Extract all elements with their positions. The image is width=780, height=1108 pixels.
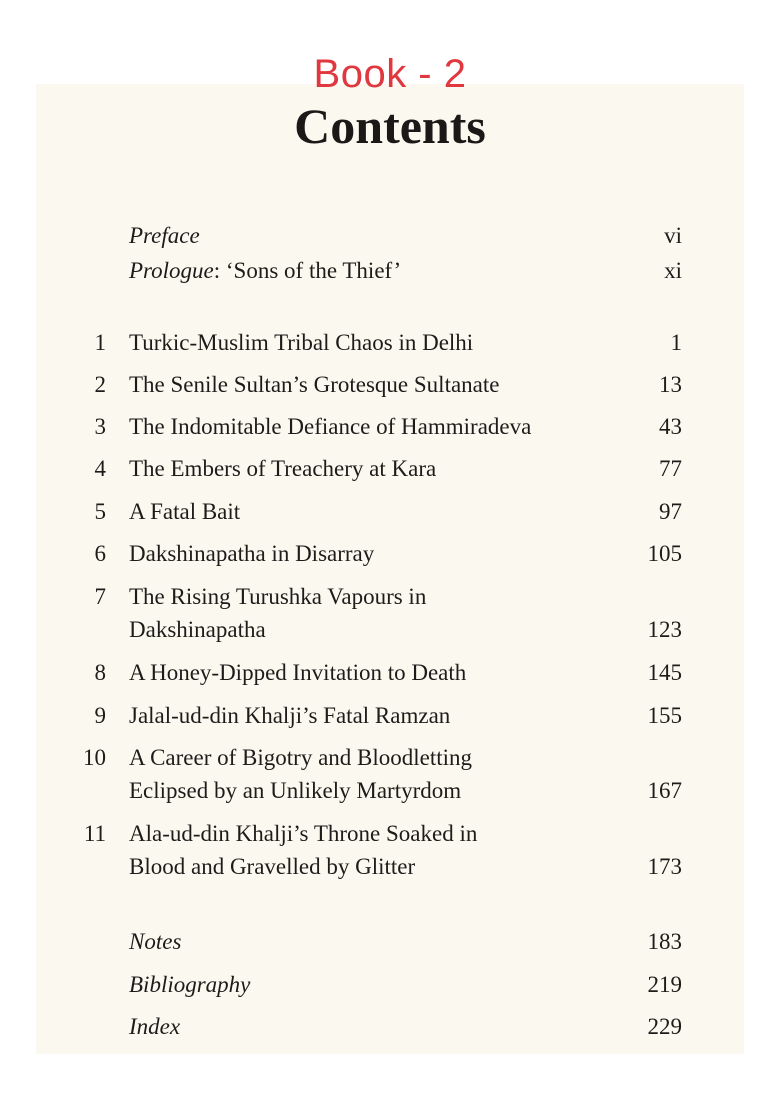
chapter-number: 8	[94, 660, 106, 685]
chapter-page: 1	[670, 330, 682, 355]
chapter-page: 105	[647, 541, 682, 566]
entry-page: 219	[647, 972, 682, 997]
chapter-title-line-1: Ala-ud-din Khalji’s Throne Soaked in	[129, 821, 478, 846]
chapter-page: 13	[659, 372, 682, 397]
chapter-page: 77	[659, 456, 682, 481]
chapter-title-line-2: Eclipsed by an Unlikely Martyrdom	[129, 778, 462, 803]
chapter-title: A Fatal Bait	[129, 499, 241, 524]
entry-page: 229	[647, 1014, 682, 1039]
entry-title: Bibliography	[129, 972, 251, 997]
chapter-page: 155	[647, 703, 682, 728]
page-title: Contents	[294, 98, 486, 154]
entry-title: Notes	[129, 929, 182, 954]
chapter-number: 5	[94, 499, 106, 524]
chapter-title-line-2: Blood and Gravelled by Glitter	[129, 854, 416, 879]
chapter-page: 173	[647, 854, 682, 879]
chapter-page: 43	[659, 414, 682, 439]
chapter-page: 97	[659, 499, 682, 524]
book-label: Book - 2	[313, 52, 467, 96]
chapter-title-line-1: The Rising Turushka Vapours in	[129, 584, 427, 609]
entry-page: 183	[647, 929, 682, 954]
chapter-title: A Honey-Dipped Invitation to Death	[129, 660, 467, 685]
entry-title-italic: Prologue	[129, 258, 214, 283]
chapter-title: The Senile Sultan’s Grotesque Sultanate	[129, 372, 500, 397]
chapter-number: 7	[94, 584, 106, 609]
entry-page: xi	[664, 258, 682, 283]
chapter-title: The Embers of Treachery at Kara	[129, 456, 437, 481]
chapter-title: Turkic-Muslim Tribal Chaos in Delhi	[129, 330, 474, 355]
chapter-number: 11	[83, 821, 106, 846]
chapter-number: 9	[94, 703, 106, 728]
chapter-number: 1	[94, 330, 106, 355]
chapter-title-line-2: Dakshinapatha	[129, 617, 266, 642]
chapter-number: 4	[94, 456, 106, 481]
chapter-page: 123	[647, 617, 682, 642]
entry-title: Index	[129, 1014, 181, 1039]
chapter-number: 2	[94, 372, 106, 397]
entry-title	[129, 254, 401, 288]
chapter-number: 6	[94, 541, 106, 566]
entry-page: vi	[664, 223, 682, 248]
chapter-title: Jalal-ud-din Khalji’s Fatal Ramzan	[129, 703, 451, 728]
chapter-title-line-1: A Career of Bigotry and Bloodletting	[129, 745, 473, 770]
chapter-title: The Indomitable Defiance of Hammiradeva	[129, 414, 532, 439]
entry-title: Preface	[129, 223, 200, 248]
chapter-page: 167	[647, 778, 682, 803]
chapter-number: 10	[83, 745, 106, 770]
entry-title-suffix: : ‘Sons of the Thief’	[213, 258, 402, 283]
chapter-page: 145	[647, 660, 682, 685]
chapter-number: 3	[94, 414, 106, 439]
chapter-title: Dakshinapatha in Disarray	[129, 541, 375, 566]
